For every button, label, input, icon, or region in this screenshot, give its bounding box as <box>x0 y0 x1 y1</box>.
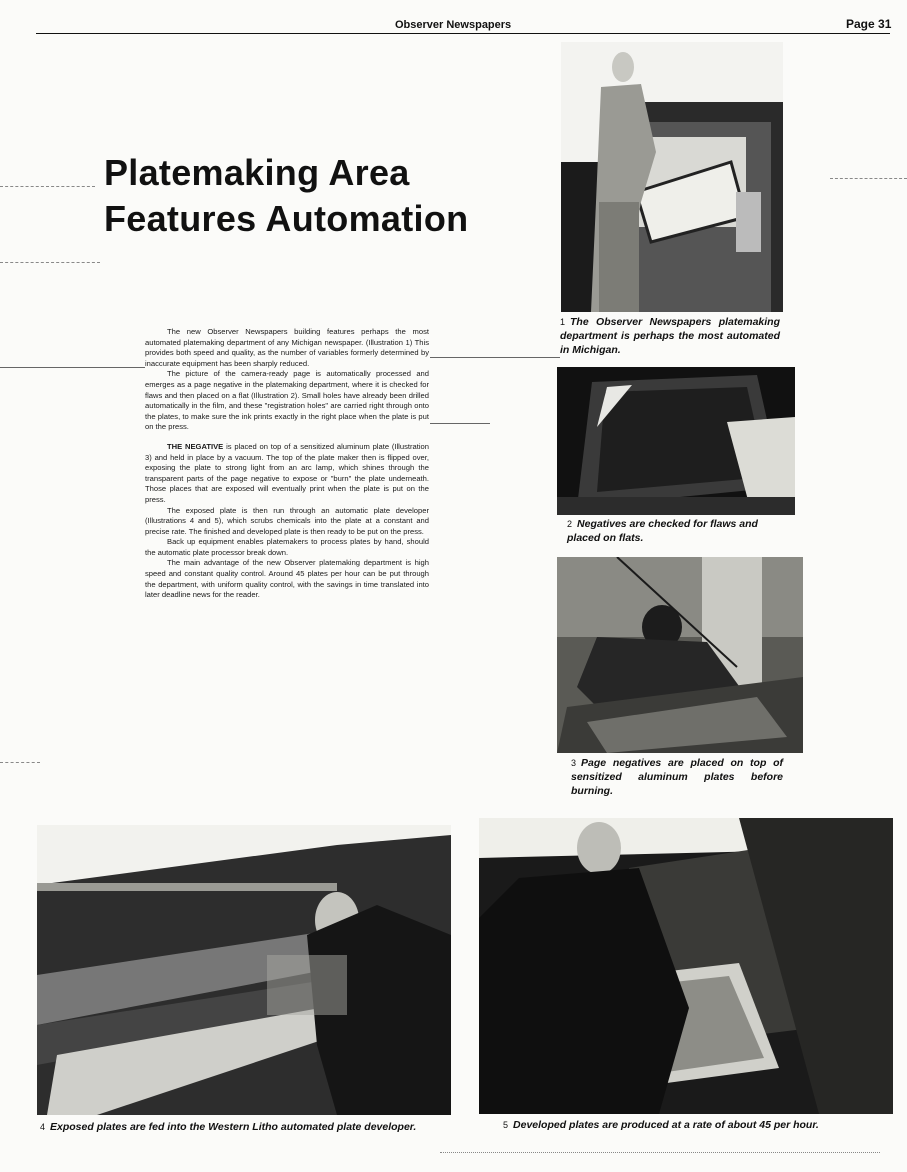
caption-number: 3 <box>571 758 577 768</box>
paragraph: The new Observer Newspapers building features perhaps the most automated platemaking department of any Michigan newspaper. (Illustration 1) This provides both speed and quality, as the number of variables formerly determined by inaccurate equipment has been sharply reduced. <box>145 327 429 368</box>
scan-mark <box>0 762 40 763</box>
paragraph: The picture of the camera-ready page is automatically processed and emerges as a page negative in the platemaking department, where it is checked for flaws and then placed on a flat (Illustration 2). Small holes have already been drilled automatically in the film, and these "registration holes" are carried right through onto the plates, to make sure the ink prints exactly in the right place when the plate is put on the press. <box>145 369 429 432</box>
caption-number: 4 <box>40 1122 46 1132</box>
caption-3 <box>571 756 783 798</box>
publication-name: Observer Newspapers <box>395 19 512 31</box>
photo-5 <box>479 818 893 1114</box>
scan-mark <box>0 367 145 368</box>
headline-line-1: Platemaking Area <box>104 152 410 193</box>
scan-mark <box>830 178 907 179</box>
caption-text: Page negatives are placed on top of sensitized aluminum plates before burning. <box>571 757 783 797</box>
paragraph: The main advantage of the new Observer platemaking department is high speed and constant quality control. Around 45 plates per hour can be put through the department, with uniform quality control, with the savings in time translated into later deadline news for the reader. <box>145 558 429 600</box>
caption-number: 2 <box>567 519 573 529</box>
photo-4 <box>37 825 451 1115</box>
photo-1 <box>561 42 783 312</box>
photo-2 <box>557 367 795 515</box>
caption-1 <box>560 315 780 357</box>
paragraph: Back up equipment enables platemakers to process plates by hand, should the automatic plate processor break down. <box>145 537 429 557</box>
article-body <box>145 327 429 601</box>
article-headline <box>104 150 468 242</box>
lead-in: THE NEGATIVE <box>167 441 224 451</box>
headline-line-2: Features Automation <box>104 198 469 239</box>
scan-mark <box>0 262 100 263</box>
caption-text: The Observer Newspapers platemaking department is perhaps the most automated in Michigan. <box>560 316 780 356</box>
paragraph-text: is placed on top of a sensitized aluminum plate (Illustration 3) and held in place by a vacuum. The top of the plate maker then is flipped over, exposing the plate to strong light from an arc lamp, which shines through the transparent parts of the page negative to expose or "burn" the plate underneath. Those places that are exposed will eventually print when the plate is put on the press. <box>145 441 429 504</box>
caption-text: Developed plates are produced at a rate of about 45 per hour. <box>513 1119 819 1131</box>
scan-mark <box>0 186 95 187</box>
caption-text: Exposed plates are fed into the Western Litho automated plate developer. <box>50 1121 417 1133</box>
caption-number: 1 <box>560 317 566 327</box>
scan-mark <box>430 423 490 424</box>
page-number: Page 31 <box>846 17 892 31</box>
caption-number: 5 <box>503 1120 509 1130</box>
scan-mark <box>440 1152 880 1153</box>
header-rule <box>36 33 890 34</box>
caption-5 <box>503 1118 883 1132</box>
caption-2 <box>567 517 782 545</box>
caption-text: Negatives are checked for flaws and placed on flats. <box>567 518 758 544</box>
paragraph <box>145 442 429 506</box>
photo-3 <box>557 557 803 753</box>
paragraph: The exposed plate is then run through an automatic plate developer (Illustrations 4 and 5), which scrubs chemicals into the plate at a constant and precise rate. The finished and developed plate is then ready to be put on the press. <box>145 505 429 536</box>
caption-4 <box>40 1120 440 1134</box>
scan-mark <box>430 357 560 358</box>
